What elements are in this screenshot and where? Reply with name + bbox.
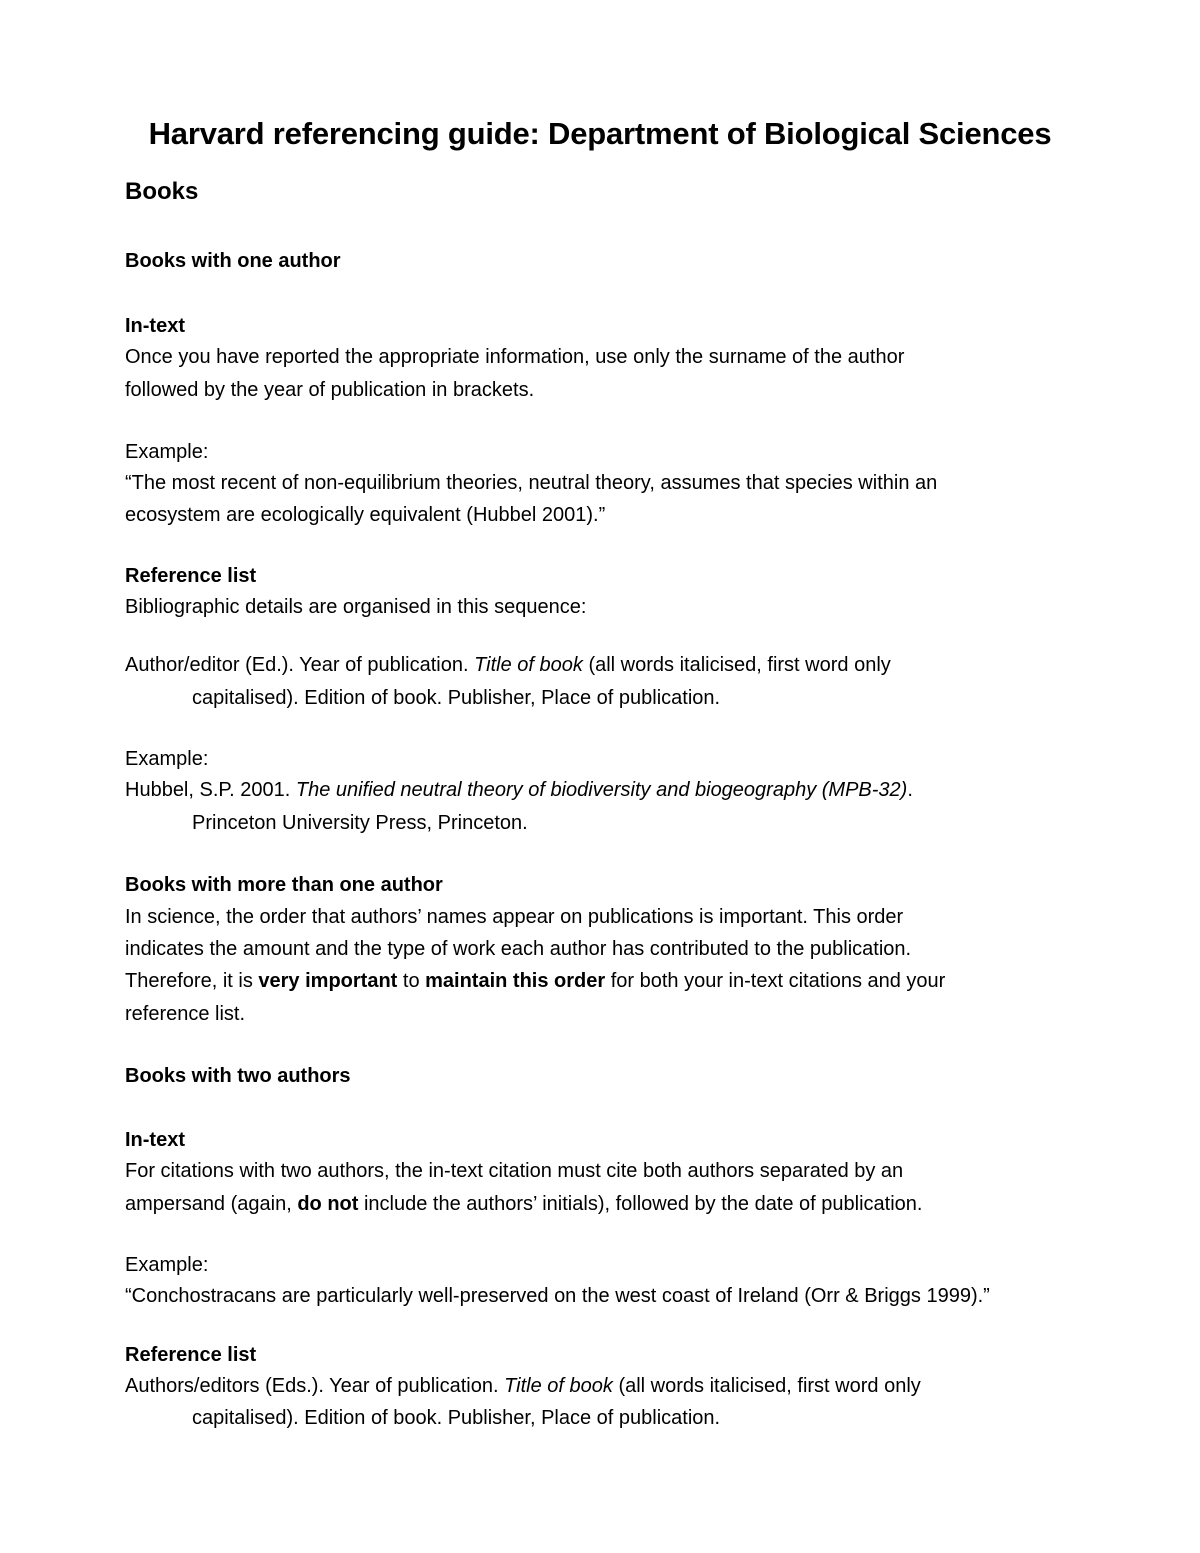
reference-author: Hubbel, S.P. 2001. — [125, 779, 296, 801]
reference-format-continuation: capitalised). Edition of book. Publisher, Place of publication. — [192, 1407, 721, 1429]
heading-books-more-authors: Books with more than one author — [125, 874, 443, 896]
heading-reference-list: Reference list — [125, 1344, 257, 1366]
paragraph-text: include the authors’ initials), followed by the date of publication. — [358, 1193, 923, 1215]
paragraph-line: Once you have reported the appropriate information, use only the surname of the author — [125, 346, 905, 368]
heading-in-text: In-text — [125, 1129, 185, 1151]
format-text: (all words italicised, first word only — [612, 1375, 921, 1397]
paragraph-line — [125, 1190, 922, 1218]
paragraph-text: ampersand (again, — [125, 1193, 298, 1215]
heading-books-one-author: Books with one author — [125, 250, 341, 272]
paragraph-line: indicates the amount and the type of work each author has contributed to the publication. — [125, 938, 912, 960]
paragraph-line: For citations with two authors, the in-text citation must cite both authors separated by an — [125, 1160, 904, 1182]
heading-books-two-authors: Books with two authors — [125, 1065, 351, 1087]
reference-format — [125, 1372, 921, 1400]
example-quote-line: ecosystem are ecologically equivalent (Hubbel 2001).” — [125, 504, 606, 526]
paragraph-text: Therefore, it is — [125, 970, 259, 992]
reference-format-continuation: capitalised). Edition of book. Publisher, Place of publication. — [192, 687, 721, 709]
example-label: Example: — [125, 441, 209, 463]
format-text: Authors/editors (Eds.). Year of publication. — [125, 1375, 505, 1397]
format-title-italic: Title of book — [474, 654, 583, 676]
format-text: (all words italicised, first word only — [582, 654, 891, 676]
example-quote-line: “The most recent of non-equilibrium theories, neutral theory, assumes that species within an — [125, 472, 938, 494]
reference-format — [125, 651, 891, 679]
format-title-italic: Title of book — [504, 1375, 613, 1397]
paragraph-text: to — [397, 970, 426, 992]
emphasis-bold: do not — [297, 1193, 359, 1215]
paragraph-line: Bibliographic details are organised in this sequence: — [125, 596, 587, 618]
paragraph-line — [125, 967, 945, 995]
reference-example — [125, 776, 913, 804]
emphasis-bold: very important — [258, 970, 398, 992]
reference-example-continuation: Princeton University Press, Princeton. — [192, 812, 528, 834]
paragraph-line: followed by the year of publication in brackets. — [125, 379, 535, 401]
page-title: Harvard referencing guide: Department of Biological Sciences — [148, 116, 1052, 151]
paragraph-text: for both your in-text citations and your — [605, 970, 946, 992]
heading-in-text: In-text — [125, 315, 185, 337]
format-text: Author/editor (Ed.). Year of publication. — [125, 654, 475, 676]
paragraph-line: reference list. — [125, 1003, 246, 1025]
heading-reference-list: Reference list — [125, 565, 257, 587]
section-heading-books: Books — [125, 178, 199, 205]
example-quote-line: “Conchostracans are particularly well-preserved on the west coast of Ireland (Orr & Briggs 1999).” — [125, 1285, 990, 1307]
paragraph-line: In science, the order that authors’ names appear on publications is important. This order — [125, 906, 904, 928]
emphasis-bold: maintain this order — [425, 970, 606, 992]
example-label: Example: — [125, 748, 209, 770]
reference-punct: . — [907, 779, 913, 801]
example-label: Example: — [125, 1254, 209, 1276]
reference-title-italic: The unified neutral theory of biodiversity and biogeography (MPB-32) — [295, 779, 908, 801]
